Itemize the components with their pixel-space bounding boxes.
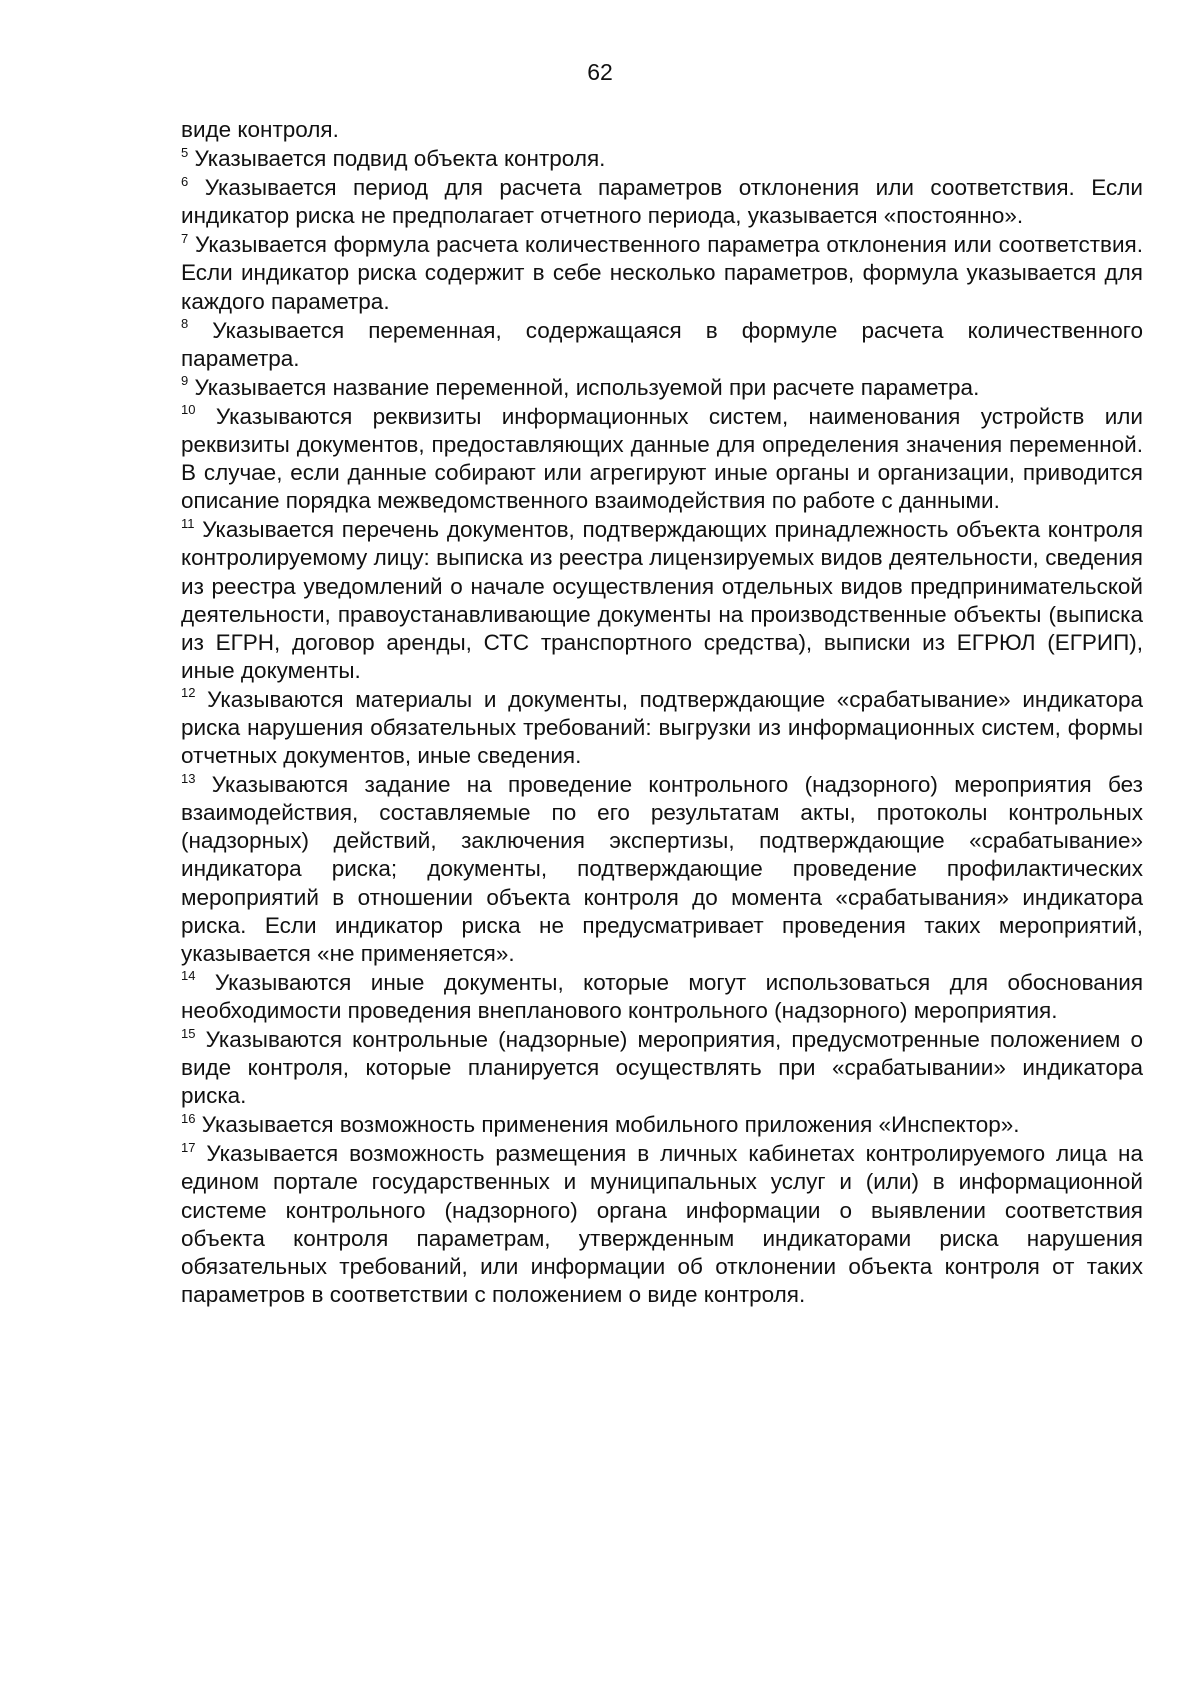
footnote-marker: 9: [181, 373, 189, 389]
footnote-marker: 8: [181, 316, 189, 332]
footnote-8: [181, 317, 1143, 373]
footnote-17: [181, 1140, 1143, 1309]
footnote-12: [181, 686, 1143, 770]
footnote-15: [181, 1026, 1143, 1110]
footnote-marker: 15: [181, 1025, 196, 1041]
footnote-marker: 17: [181, 1139, 196, 1155]
footnote-continuation: [181, 116, 1143, 144]
footnote-10: [181, 403, 1143, 515]
footnote-text: Указываются материалы и документы, подтверждающие «срабатывание» индикатора риска нарушения обязательных требований: выгрузки из информационных систем, формы отчетных документов, иные сведения.: [181, 686, 1143, 769]
page-number: 62: [587, 59, 613, 85]
footnote-11: [181, 516, 1143, 685]
footnote-9: [181, 374, 1143, 402]
footnote-text: Указываются иные документы, которые могут использоваться для обоснования необходимости проведения внепланового контрольного (надзорного) мероприятия.: [181, 969, 1143, 1023]
footnote-text: Указывается возможность применения мобильного приложения «Инспектор».: [195, 1112, 1020, 1138]
footnote-text: Указываются реквизиты информационных систем, наименования устройств или реквизиты документов, предоставляющих данные для определения значения переменной. В случае, если данные собирают или агрегируют иные органы и организации, приводится описание порядка межведомственного взаимодействия по работе с данными.: [181, 403, 1143, 514]
footnote-marker: 13: [181, 770, 196, 786]
footnote-14: [181, 969, 1143, 1025]
footnote-text: Указывается перечень документов, подтверждающих принадлежность объекта контроля контролируемому лицу: выписка из реестра лицензируемых видов деятельности, сведения из реестра уведомлений о начале осуществления отдельных видов предпринимательской деятельности, правоустанавливающие документы на производственные объекты (выписка из ЕГРН, договор аренды, СТС транспортного средства), выписки из ЕГРЮЛ (ЕГРИП), иные документы.: [181, 517, 1143, 683]
footnote-text: виде контроля.: [181, 117, 339, 142]
footnote-text: Указывается переменная, содержащаяся в формуле расчета количественного параметра.: [181, 317, 1143, 371]
footnote-text: Указывается формула расчета количественного параметра отклонения или соответствия. Если индикатор риска содержит в себе несколько параметров, формула указывается для каждого параметра.: [181, 232, 1143, 314]
footnote-16: [181, 1111, 1143, 1139]
footnote-marker: 14: [181, 968, 196, 984]
footnote-marker: 12: [181, 685, 196, 701]
footnote-marker: 11: [181, 515, 195, 531]
footnote-6: [181, 174, 1143, 230]
footnote-13: [181, 771, 1143, 968]
footnote-text: Указывается название переменной, используемой при расчете параметра.: [188, 374, 980, 400]
footnote-text: Указываются задание на проведение контрольного (надзорного) мероприятия без взаимодействия, составляемые по его результатам акты, протоколы контрольных (надзорных) действий, заключения экспертизы, подтверждающие «срабатывание» индикатора риска; документы, подтверждающие проведение профилактических мероприятий в отношении объекта контроля до момента «срабатывания» индикатора риска. Если индикатор риска не предусматривает проведения таких мероприятий, указывается «не применяется».: [181, 772, 1143, 966]
footnote-text: Указывается подвид объекта контроля.: [188, 146, 606, 172]
footnote-text: Указывается период для расчета параметров отклонения или соответствия. Если индикатор риска не предполагает отчетного периода, указывается «постоянно».: [181, 175, 1143, 229]
footnote-7: [181, 231, 1143, 315]
footnote-text: Указывается возможность размещения в личных кабинетах контролируемого лица на едином портале государственных и муниципальных услуг и (или) в информационной системе контрольного (надзорного) органа информации о выявлении соответствия объекта контроля параметрам, утвержденным индикаторами риска нарушения обязательных требований, или информации об отклонении объекта контроля от таких параметров в соответствии с положением о виде контроля.: [181, 1141, 1143, 1307]
footnote-marker: 7: [181, 230, 189, 246]
footnote-5: [181, 145, 1143, 173]
footnotes-body: [181, 116, 1143, 1310]
footnote-marker: 6: [181, 173, 189, 189]
footnote-text: Указываются контрольные (надзорные) мероприятия, предусмотренные положением о виде контроля, которые планируется осуществлять при «срабатывании» индикатора риска.: [181, 1027, 1143, 1109]
footnote-marker: 5: [181, 144, 189, 160]
footnote-marker: 16: [181, 1110, 196, 1126]
footnote-marker: 10: [181, 402, 196, 418]
